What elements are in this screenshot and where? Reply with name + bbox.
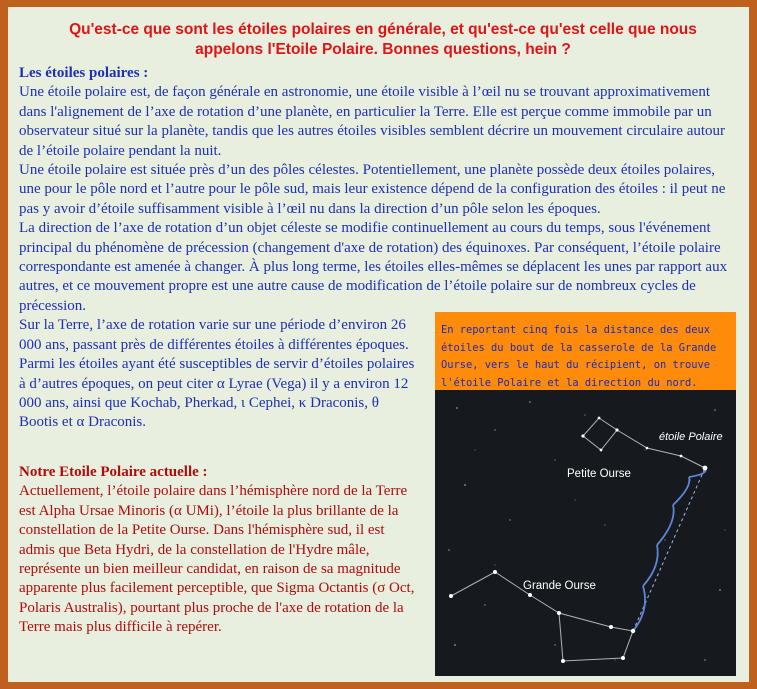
polaris-label: étoile Polaire: [659, 431, 723, 443]
paragraph: Actuellement, l’étoile polaire dans l’hémisphère nord de la Terre est Alpha Ursae Minoris (α UMi), l’étoile la plus brillante de la constellation de la Petite Ourse. Dans l'hémisphère sud, il est admis que Beta Hydri, de la constellation de l'Hydre mâle, représente un bien meilleur candidat, en raison de sa magnitude apparente plus facilement perceptible, que Sigma Octantis (σ Oct, Polaris Australis), pourtant plus proche de l'axe de rotation de la Terre mais plus difficile à repérer.: [19, 483, 415, 636]
paragraph: Sur la Terre, l’axe de rotation varie sur une période d’environ 26 000 ans, passant près de différentes étoiles à différentes époques. Parmi les étoiles ayant été susceptibles de servir d’étoiles polaires à d’autres époques, on peut citer α Lyrae (Vega) il y a environ 12 000 ans, ainsi que Kochab, Pherkad, ι Cephei, κ Draconis, θ Bootis et α Draconis.: [19, 317, 415, 431]
image-caption: En reportant cinq fois la distance des deux étoiles du bout de la casserole de la Grande Ourse, vers le haut du récipient, on trouve l'étoile Polaire et la direction du nord.: [435, 312, 736, 390]
section-current-polaris: [19, 463, 423, 638]
paragraph: La direction de l’axe de rotation d’un objet céleste se modifie continuellement au cours du temps, sous l'événement principal du phénomène de précession (changement d'axe de rotation) des équinoxes. Par conséquent, l’étoile polaire correspondante est amenée à changer. À plus long terme, les étoiles elles-mêmes se déplacent les unes par rapport aux autres, et ce mouvement propre est une autre cause de modification de l’étoile polaire sur de nombreux cycles de précession.: [19, 220, 728, 314]
big-dipper-label: Grande Ourse: [523, 580, 596, 592]
section-heading: Les étoiles polaires :: [19, 65, 149, 81]
paragraph: Une étoile polaire est située près d’un des pôles célestes. Potentiellement, une planète possède deux étoiles polaires, une pour le pôle nord et l’autre pour le pôle sud, mais leur existence dépend de la configuration des étoiles : il peut ne pas y avoir d’étoile suffisamment visible à l’œil nu dans la direction d’un pôle selon les époques.: [19, 162, 726, 217]
paragraph: Une étoile polaire est, de façon générale en astronomie, une étoile visible à l’œil nu se trouvant approximativement dans l'alignement de l’axe de rotation d’une planète, en particulier la Terre. Elle est perçue comme immobile par un observateur situé sur la planète, tandis que les autres étoiles visibles semblent décrire un mouvement circulaire autour de l’étoile polaire pendant la nuit.: [19, 84, 726, 159]
little-dipper-label: Petite Ourse: [567, 468, 631, 480]
page-title: Qu'est-ce que sont les étoiles polaires en générale, et qu'est-ce qu'est celle que nous appelons l'Etoile Polaire. Bonnes questions, hein ?: [69, 21, 697, 58]
page-frame: [8, 7, 749, 682]
section-heading: Notre Etoile Polaire actuelle :: [19, 464, 208, 480]
star-chart-image: [435, 390, 736, 676]
